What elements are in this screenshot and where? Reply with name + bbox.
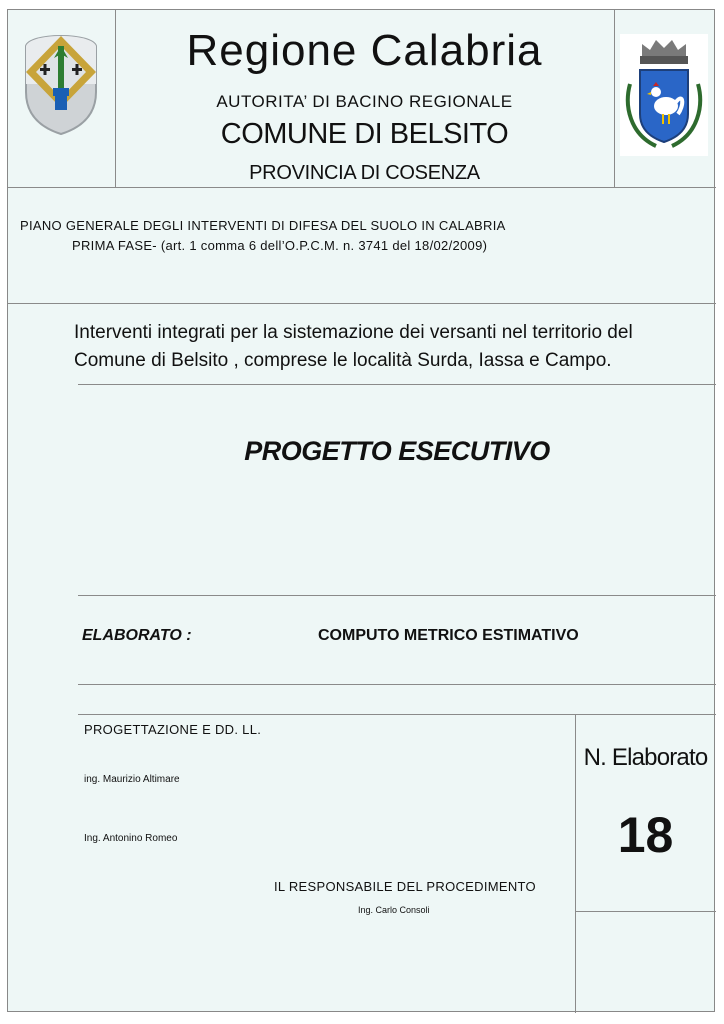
plan-bottom-line bbox=[8, 303, 716, 304]
elaborato-number-label: N. Elaborato bbox=[583, 744, 708, 771]
elaborato-bottom-line bbox=[78, 684, 716, 685]
elaborato-number-value: 18 bbox=[617, 807, 674, 863]
responsible-heading: IL RESPONSABILE DEL PROCEDIMENTO bbox=[274, 879, 536, 894]
intervention-bottom-line bbox=[78, 384, 716, 385]
number-box-bottom-line bbox=[575, 911, 716, 912]
project-type-title: PROGETTO ESECUTIVO bbox=[244, 436, 550, 466]
belsito-coat-of-arms bbox=[620, 34, 708, 156]
authority-title: AUTORITA’ DI BACINO REGIONALE bbox=[216, 92, 513, 111]
project-type-bottom-line bbox=[78, 595, 716, 596]
plan-line-1: PIANO GENERALE DEGLI INTERVENTI DI DIFESA DEL SUOLO IN CALABRIA bbox=[20, 218, 506, 233]
elaborato-label: ELABORATO : bbox=[82, 627, 192, 644]
header-bottom-line bbox=[8, 187, 716, 188]
engineer-1: ing. Maurizio Altimare bbox=[84, 774, 180, 785]
region-title: Regione Calabria bbox=[186, 26, 543, 75]
engineer-2: Ing. Antonino Romeo bbox=[84, 833, 178, 844]
responsible-name: Ing. Carlo Consoli bbox=[358, 905, 430, 915]
provincia-title: PROVINCIA DI COSENZA bbox=[249, 162, 480, 184]
design-heading: PROGETTAZIONE E DD. LL. bbox=[84, 722, 262, 737]
calabria-emblem bbox=[22, 32, 100, 136]
intervention-line-2: Comune di Belsito , comprese le località Surda, Iassa e Campo. bbox=[74, 350, 612, 371]
plan-line-2: PRIMA FASE- (art. 1 comma 6 dell’O.P.C.M. n. 3741 del 18/02/2009) bbox=[72, 238, 488, 253]
header-divider-right bbox=[614, 10, 615, 187]
comune-title: COMUNE DI BELSITO bbox=[220, 118, 509, 150]
design-top-line bbox=[78, 714, 716, 715]
intervention-line-1: Interventi integrati per la sistemazione dei versanti nel territorio del bbox=[74, 322, 633, 343]
elaborato-value: COMPUTO METRICO ESTIMATIVO bbox=[318, 627, 579, 644]
title-page bbox=[7, 9, 715, 1012]
